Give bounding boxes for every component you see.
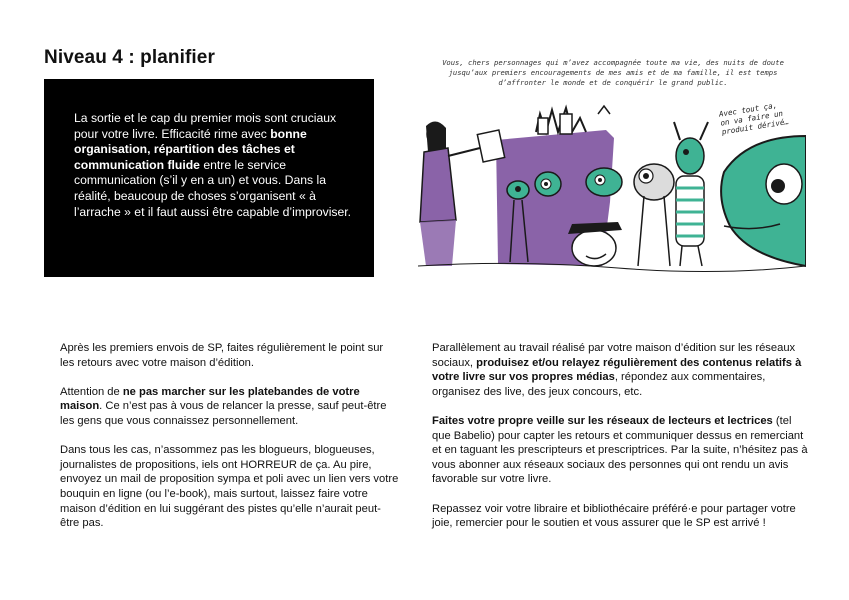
right-paragraph-2: Faites votre propre veille sur les réseaux de lecteurs et lectrices (tel que Babelio) pour capter les retours et communiquer dessus en remerciant et en taguant les prescripteurs et prescriptrices. Par la suite, n’hésitez pas à vous abonner aux réseaux sociaux des personnes qui ont rendu un avis favorable sur votre livre.: [432, 414, 808, 486]
page-title: Niveau 4 : planifier: [44, 47, 215, 68]
right-column: [432, 341, 812, 545]
illustration-caption: Vous, chers personnages qui m’avez accompagnée toute ma vie, des nuits de doute jusqu’aux premiers encouragements de mes amis et de ma famille, il est temps d’affronter le monde et de conquérir le grand public.: [442, 58, 784, 87]
speech-bubble-text: Avec tout ça, on va faire un produit dérivé…: [718, 100, 790, 137]
intro-text: La sortie et le cap du premier mois sont cruciaux pour votre livre. Efficacité rime avec bonne organisation, répartition des tâches et communication fluide entre le service communication (s’il y en a un) et vous. Dans la réalité, beaucoup de choses s’organisent « à l’arrache » et il faut aussi être capable d’improviser.: [74, 111, 352, 219]
right-paragraph-3: Repassez voir votre libraire et bibliothécaire préféré·e pour partager votre joie, remercier pour le soutien et vous assurer que le SP est arrivé !: [432, 502, 796, 530]
left-paragraph-3: Dans tous les cas, n’assommez pas les blogueurs, blogueuses, journalistes de propositions, iels ont HORREUR de ça. Au pire, envoyez un mail de proposition sympa et poli avec un lien vers votre bouquin en ligne (ou l’e-book), mais surtout, laissez faire votre maison d’édition en lui suggérant des pistes qu’elle n’aurait peut-être pas.: [60, 444, 399, 530]
right-paragraph-1: Parallèlement au travail réalisé par votre maison d’édition sur les réseaux sociaux, produisez et/ou relayez régulièrement des contenus relatifs à votre livre sur vos propres médias, répondez aux commentaires, organisez des live, des jeux concours, etc.: [432, 342, 802, 398]
intro-box: [44, 79, 374, 277]
left-paragraph-2: Attention de ne pas marcher sur les platebandes de votre maison. Ce n’est pas à vous de relancer la presse, sauf peut-être les gens que vous connaissez personnellement.: [60, 385, 387, 427]
left-column: [60, 341, 400, 545]
left-paragraph-1: Après les premiers envois de SP, faites régulièrement le point sur les retours avec votre maison d’édition.: [60, 342, 384, 369]
illustration: [418, 52, 806, 286]
